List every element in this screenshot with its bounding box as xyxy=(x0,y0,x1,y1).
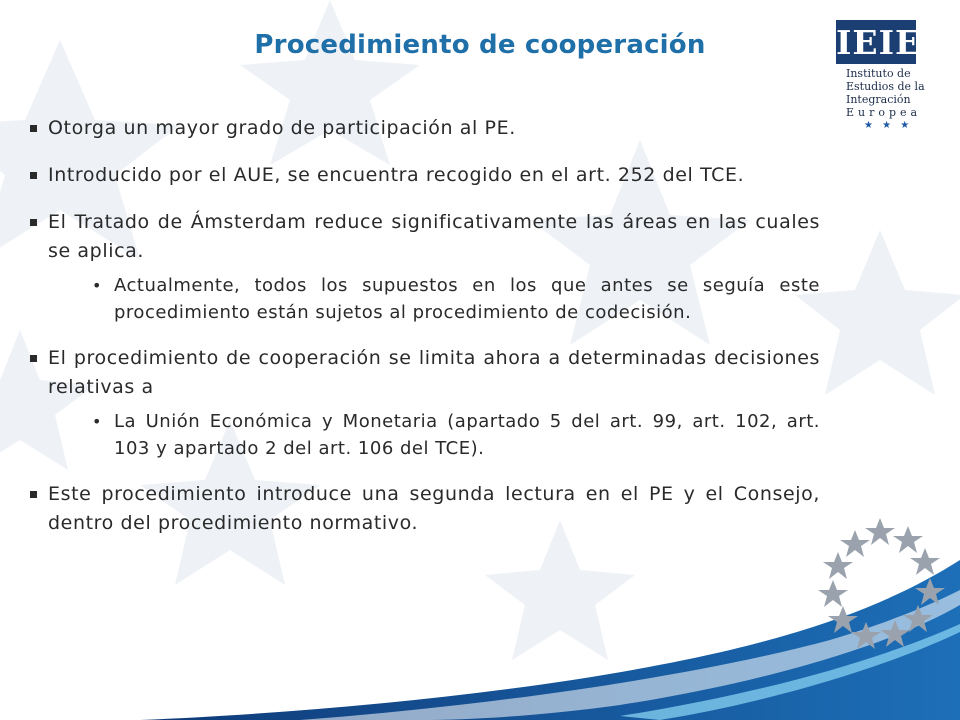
dot-bullet-icon: • xyxy=(92,412,102,431)
sub-bullet-item xyxy=(92,408,820,462)
bullet-text: Otorga un mayor grado de participación al PE. xyxy=(48,117,516,139)
square-bullet-icon xyxy=(30,172,37,179)
bullet-item xyxy=(30,114,820,143)
ieie-logo xyxy=(836,20,946,131)
bullet-item xyxy=(30,344,820,462)
sub-bullet-text: Actualmente, todos los supuestos en los que antes se seguía este procedimiento están sujetos al procedimiento de codecisión. xyxy=(114,275,820,323)
slide-title: Procedimiento de cooperación xyxy=(254,30,706,60)
bullet-item xyxy=(30,480,820,538)
logo-text xyxy=(846,67,946,119)
logo-line: Estudios de la xyxy=(846,80,925,93)
bullet-text: El procedimiento de cooperación se limita ahora a determinadas decisiones relativas a xyxy=(48,347,820,398)
sub-bullet-text: La Unión Económica y Monetaria (apartado 5 del art. 99, art. 102, art. 103 y apartado 2 del art. 106 del TCE). xyxy=(114,411,820,459)
logo-line: Instituto de xyxy=(846,67,911,80)
bullet-text: Este procedimiento introduce una segunda lectura en el PE y el Consejo, dentro del procedimiento normativo. xyxy=(48,483,820,534)
logo-line: Europea xyxy=(846,106,922,119)
logo-stars-icon: ★ ★ ★ xyxy=(864,120,913,131)
bullet-list xyxy=(30,114,820,556)
logo-line: Integración xyxy=(846,93,911,106)
bullet-item xyxy=(30,208,820,326)
sub-bullet-item xyxy=(92,272,820,326)
bullet-text: Introducido por el AUE, se encuentra recogido en el art. 252 del TCE. xyxy=(48,164,745,186)
square-bullet-icon xyxy=(30,125,37,132)
bullet-item xyxy=(30,161,820,190)
logo-mark: IEIE xyxy=(836,20,916,64)
bullet-text: El Tratado de Ámsterdam reduce significativamente las áreas en las cuales se aplica. xyxy=(48,211,820,262)
square-bullet-icon xyxy=(30,219,37,226)
square-bullet-icon xyxy=(30,491,37,498)
square-bullet-icon xyxy=(30,355,37,362)
dot-bullet-icon: • xyxy=(92,276,102,295)
